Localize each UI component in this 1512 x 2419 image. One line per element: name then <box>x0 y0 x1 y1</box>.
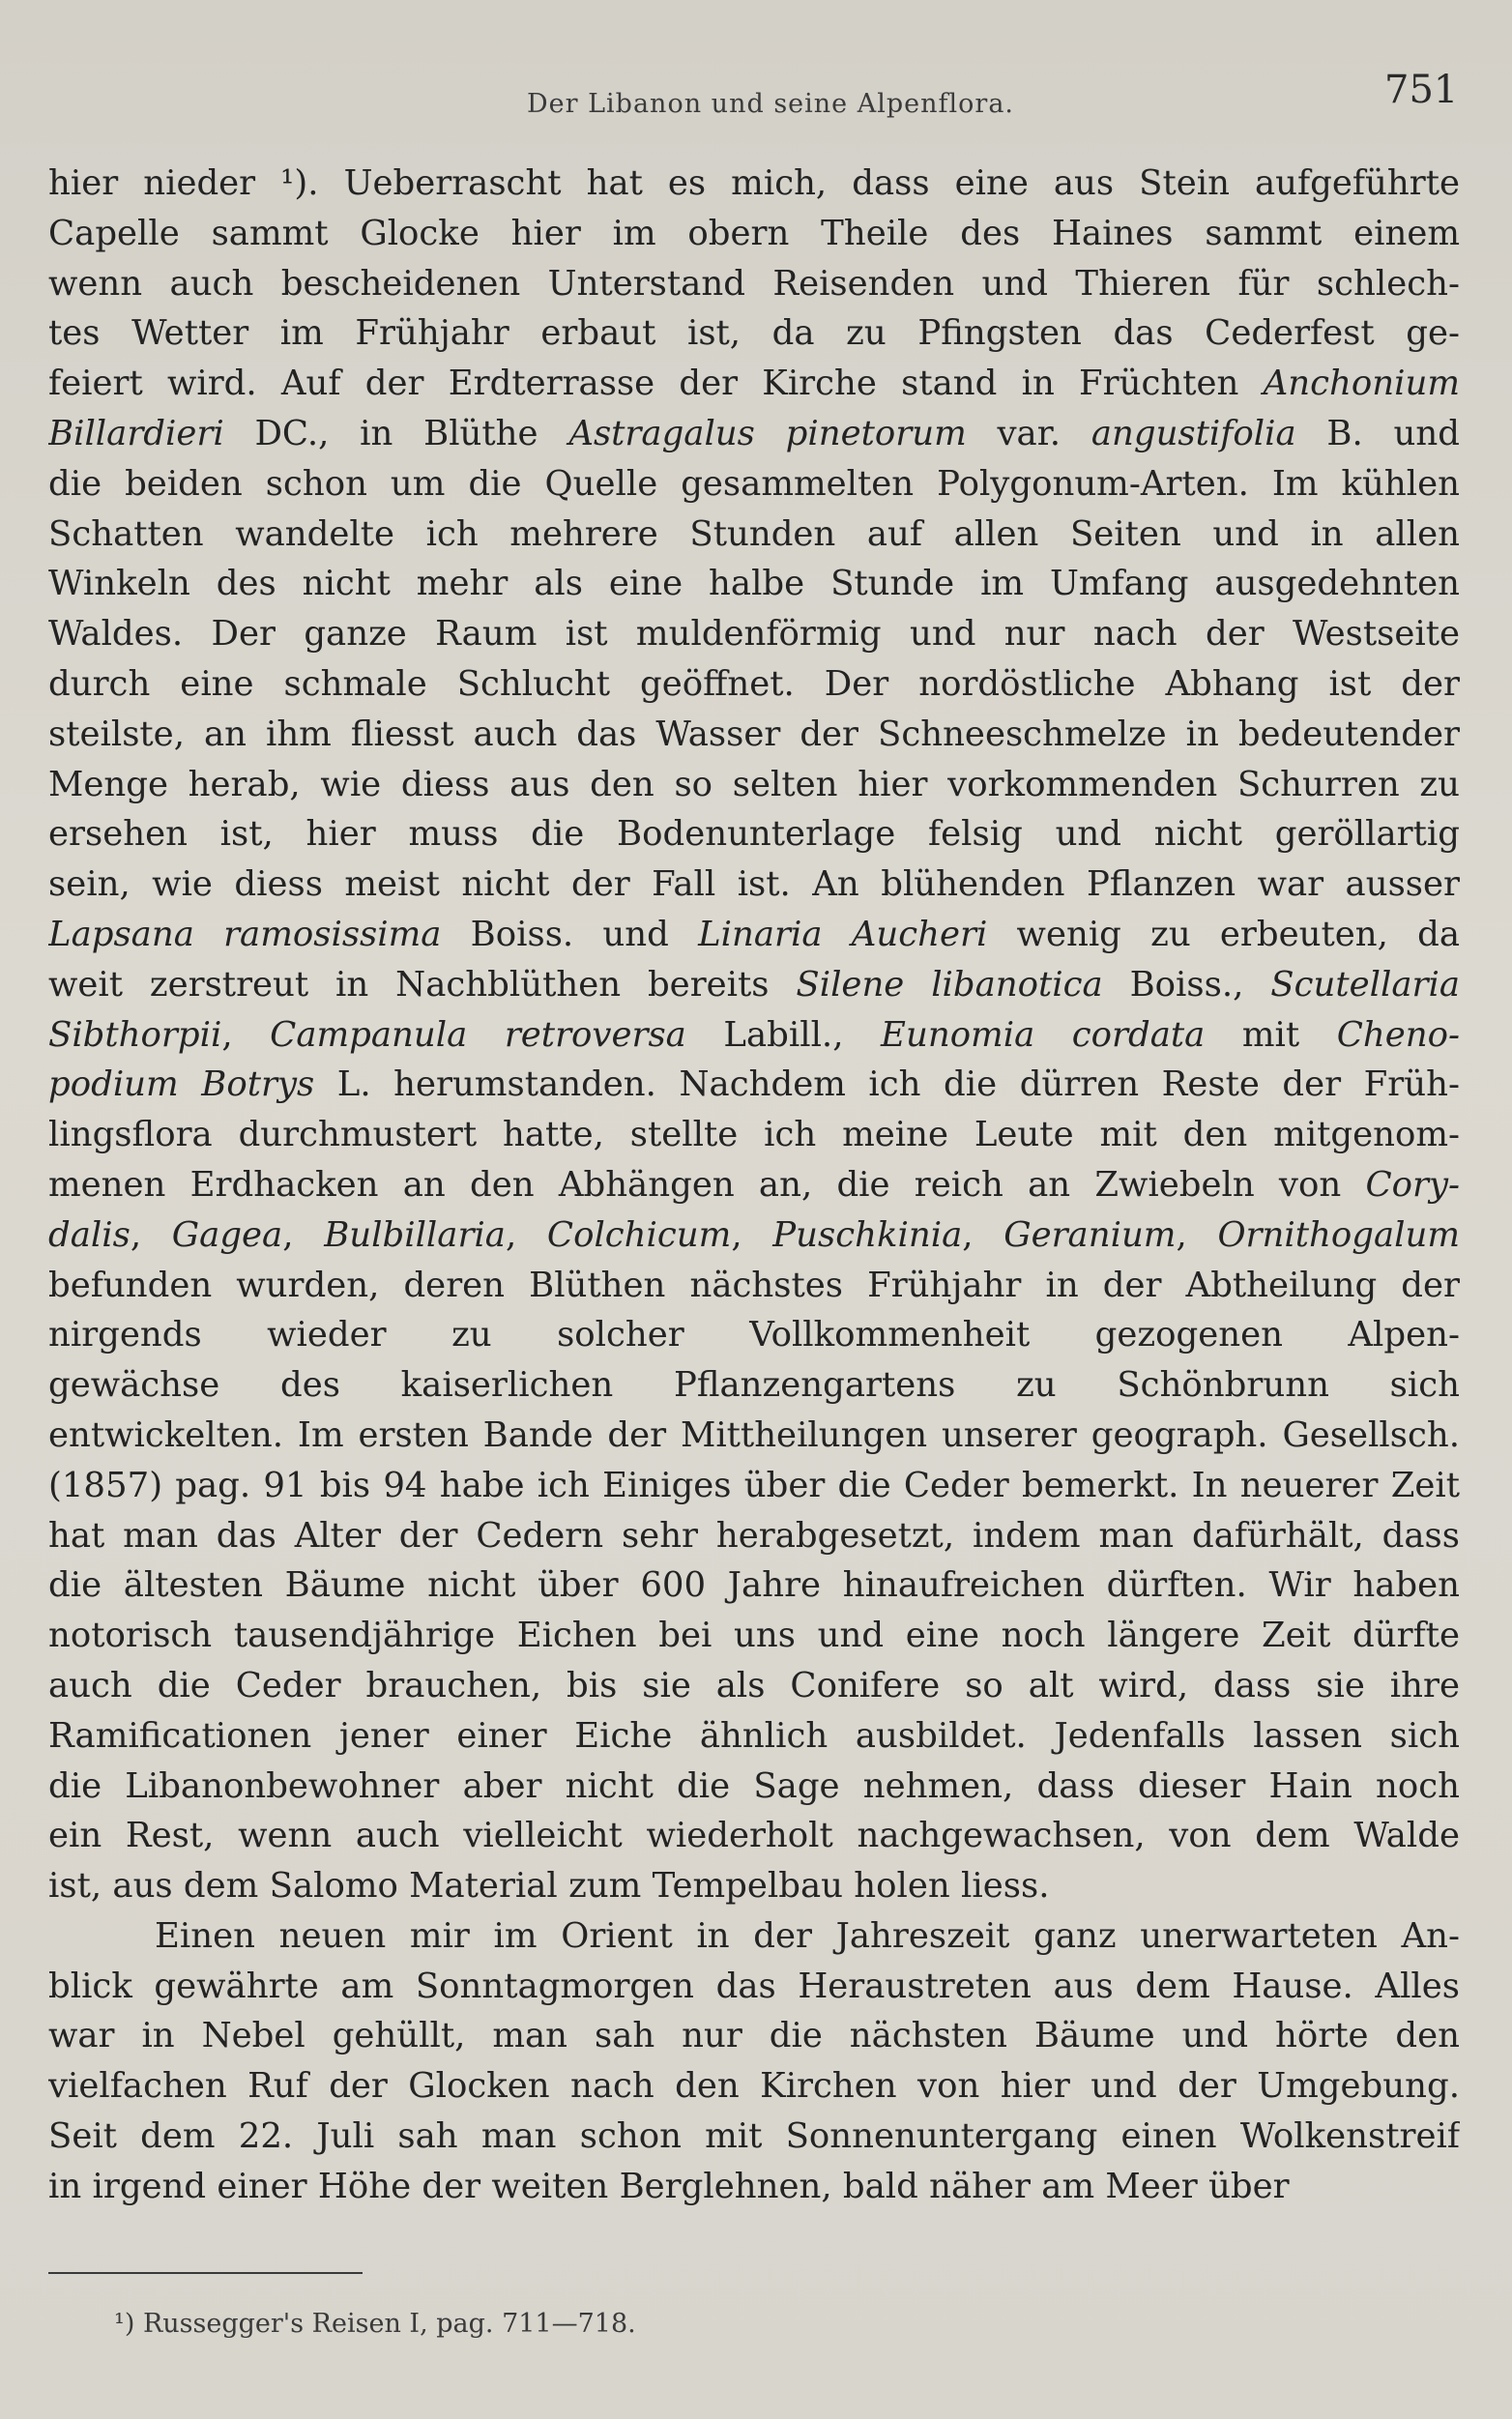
text-line <box>48 1261 1460 1311</box>
text-run: Waldes. Der ganze Raum ist muldenförmig und nur nach der Westseite <box>48 614 1460 655</box>
body-text <box>48 159 1460 2212</box>
italic-text: Puschkinia <box>772 1214 963 1255</box>
text-run: wenn auch bescheidenen Unterstand Reisenden und Thieren für schlech- <box>48 263 1460 304</box>
text-line <box>48 1811 1460 1861</box>
text-line <box>48 2061 1460 2112</box>
text-run: , <box>731 1214 773 1255</box>
text-run: ist, aus dem Salomo Material zum Tempelbau holen liess. <box>48 1866 1050 1907</box>
text-run: , <box>1176 1214 1218 1255</box>
text-run: durch eine schmale Schlucht geöffnet. Der nordöstliche Abhang ist der <box>48 663 1460 704</box>
text-run: Ramificationen jener einer Eiche ähnlich ausbildet. Jedenfalls lassen sich <box>48 1715 1460 1756</box>
text-run: , <box>130 1214 172 1255</box>
text-run: , <box>282 1214 325 1255</box>
text-line <box>48 559 1460 609</box>
page-number: 751 <box>1384 68 1459 112</box>
text-line <box>48 1661 1460 1711</box>
italic-text: Campanula retroversa <box>270 1014 686 1055</box>
text-line <box>48 1411 1460 1461</box>
text-run: Boiss., <box>1102 964 1271 1005</box>
text-run: L. herumstanden. Nachdem ich die dürren Reste der Früh- <box>314 1064 1460 1105</box>
text-run: die Libanonbewohner aber nicht die Sage nehmen, dass dieser Hain noch <box>48 1765 1460 1806</box>
text-run: weit zerstreut in Nachblüthen bereits <box>48 964 797 1005</box>
italic-text: Linaria Aucheri <box>698 914 988 954</box>
text-run: Menge herab, wie diess aus den so selten hier vorkommenden Schurren zu <box>48 764 1460 804</box>
text-run: steilste, an ihm fliesst auch das Wasser der Schneeschmelze in bedeutender <box>48 714 1460 754</box>
text-run: in irgend einer Höhe der weiten Berglehnen, bald näher am Meer über <box>48 2166 1290 2206</box>
text-run: Winkeln des nicht mehr als eine halbe Stunde im Umfang ausgedehnten <box>48 564 1460 604</box>
italic-text: Silene libanotica <box>796 964 1103 1005</box>
italic-text: Colchicum <box>546 1214 732 1255</box>
text-line <box>48 1110 1460 1160</box>
italic-text: Eunomia cordata <box>881 1014 1206 1055</box>
text-run: hier nieder ¹). Ueberrascht hat es mich, dass eine aus Stein aufgeführte <box>48 163 1460 203</box>
italic-text: Lapsana ramosissima <box>48 914 442 954</box>
text-line <box>48 1911 1460 1962</box>
text-line <box>48 459 1460 510</box>
text-run: (1857) pag. 91 bis 94 habe ich Einiges über die Ceder bemerkt. In neuerer Zeit <box>48 1465 1460 1505</box>
italic-text: Bulbillaria <box>324 1214 506 1255</box>
text-line <box>48 159 1460 209</box>
text-run: befunden wurden, deren Blüthen nächstes Frühjahr in der Abtheilung der <box>48 1265 1460 1305</box>
text-run: gewächse des kaiserlichen Pflanzengartens zu Schönbrunn sich <box>48 1365 1460 1406</box>
text-line <box>48 1711 1460 1762</box>
text-run: feiert wird. Auf der Erdterrasse der Kirche stand in Früchten <box>48 364 1264 404</box>
text-run: wenig zu erbeuten, da <box>987 914 1460 954</box>
text-run: , <box>962 1214 1004 1255</box>
text-line <box>48 1310 1460 1360</box>
italic-text: Ornithogalum <box>1217 1214 1460 1255</box>
italic-text: angustifolia <box>1090 413 1296 453</box>
text-line <box>48 209 1460 259</box>
text-line <box>48 710 1460 760</box>
italic-text: Cheno- <box>1336 1014 1460 1055</box>
text-run: sein, wie diess meist nicht der Fall ist. An blühenden Pflanzen war ausser <box>48 864 1460 905</box>
text-run: , <box>221 1014 271 1055</box>
text-line <box>48 2112 1460 2162</box>
text-run: hat man das Alter der Cedern sehr herabgesetzt, indem man dafürhält, dass <box>48 1515 1460 1556</box>
text-line <box>48 308 1460 359</box>
text-run: Schatten wandelte ich mehrere Stunden auf allen Seiten und in allen <box>48 513 1460 554</box>
text-line <box>48 1360 1460 1411</box>
text-line <box>48 1611 1460 1661</box>
text-line <box>48 760 1460 810</box>
text-line <box>48 1962 1460 2012</box>
italic-text: Scutellaria <box>1270 964 1460 1005</box>
text-run: ersehen ist, hier muss die Bodenunterlage felsig und nicht geröllartig <box>48 814 1460 855</box>
text-line <box>48 1511 1460 1561</box>
text-run: die beiden schon um die Quelle gesammelten Polygonum-Arten. Im kühlen <box>48 463 1460 504</box>
text-run: Einen neuen mir im Orient in der Jahreszeit ganz unerwarteten An- <box>155 1915 1460 1956</box>
text-run: lingsflora durchmustert hatte, stellte ich meine Leute mit den mitgenom- <box>48 1115 1460 1155</box>
text-line <box>48 259 1460 309</box>
italic-text: Cory- <box>1365 1164 1460 1205</box>
italic-text: Billardieri <box>48 413 224 453</box>
text-line <box>48 2162 1460 2212</box>
text-run: entwickelten. Im ersten Bande der Mittheilungen unserer geograph. Gesellsch. <box>48 1414 1460 1455</box>
italic-text: podium Botrys <box>48 1064 315 1105</box>
text-run: blick gewährte am Sonntagmorgen das Heraustreten aus dem Hause. Alles <box>48 1966 1460 2006</box>
text-line <box>48 510 1460 560</box>
text-run: Seit dem 22. Juli sah man schon mit Sonnenuntergang einen Wolkenstreif <box>48 2116 1460 2157</box>
text-run: Capelle sammt Glocke hier im obern Theile des Haines sammt einem <box>48 213 1460 253</box>
footnote-rule <box>48 2272 363 2274</box>
text-line <box>48 809 1460 860</box>
italic-text: Gagea <box>171 1214 283 1255</box>
text-run: vielfachen Ruf der Glocken nach den Kirchen von hier und der Umgebung. <box>48 2066 1460 2107</box>
text-line <box>48 960 1460 1010</box>
italic-text: Sibthorpii <box>48 1014 222 1055</box>
text-line <box>48 1010 1460 1061</box>
text-run: Labill., <box>685 1014 882 1055</box>
text-run: notorisch tausendjährige Eichen bei uns und eine noch längere Zeit dürfte <box>48 1616 1460 1656</box>
text-run: B. und <box>1295 413 1460 453</box>
text-line <box>48 359 1460 409</box>
text-line <box>48 1160 1460 1210</box>
text-run: tes Wetter im Frühjahr erbaut ist, da zu Pfingsten das Cederfest ge- <box>48 313 1460 354</box>
text-run: nirgends wieder zu solcher Vollkommenheit gezogenen Alpen- <box>48 1315 1460 1355</box>
text-run: auch die Ceder brauchen, bis sie als Conifere so alt wird, dass sie ihre <box>48 1665 1460 1705</box>
text-line <box>48 1861 1460 1911</box>
text-run: die ältesten Bäume nicht über 600 Jahre hinaufreichen dürften. Wir haben <box>48 1565 1460 1606</box>
text-line <box>48 1060 1460 1110</box>
text-line <box>48 2011 1460 2061</box>
text-line <box>48 1210 1460 1261</box>
text-run: DC., in Blüthe <box>223 413 569 453</box>
text-run: mit <box>1205 1014 1337 1055</box>
text-line <box>48 1461 1460 1511</box>
running-title: Der Libanon und seine Alpenflora. <box>527 89 1014 119</box>
text-line <box>48 659 1460 710</box>
text-run: ein Rest, wenn auch vielleicht wiederholt nachgewachsen, von dem Walde <box>48 1816 1460 1856</box>
italic-text: Anchonium <box>1263 364 1460 404</box>
footnote: ¹) Russegger's Reisen I, pag. 711—718. <box>114 2309 636 2339</box>
italic-text: dalis <box>48 1214 131 1255</box>
text-run: , <box>505 1214 547 1255</box>
italic-text: Geranium <box>1003 1214 1177 1255</box>
text-line <box>48 1762 1460 1812</box>
text-run: var. <box>966 413 1091 453</box>
text-run: war in Nebel gehüllt, man sah nur die nächsten Bäume und hörte den <box>48 2016 1460 2056</box>
text-run: menen Erdhacken an den Abhängen an, die reich an Zwiebeln von <box>48 1164 1366 1205</box>
text-line <box>48 409 1460 459</box>
text-line <box>48 910 1460 960</box>
text-line <box>48 860 1460 910</box>
text-line <box>48 609 1460 659</box>
italic-text: Astragalus pinetorum <box>568 413 967 453</box>
text-line <box>48 1560 1460 1611</box>
text-run: Boiss. und <box>441 914 699 954</box>
